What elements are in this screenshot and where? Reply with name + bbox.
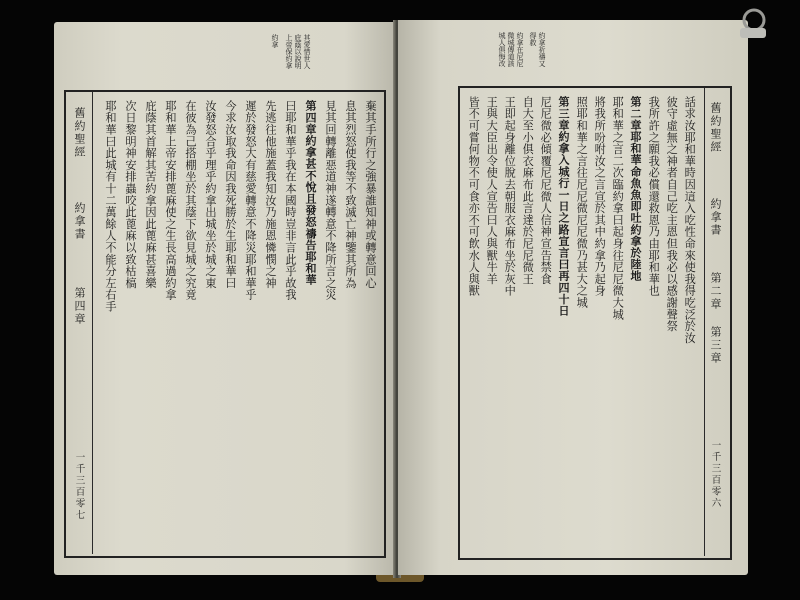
text-column: 照耶和華之言往尼尼微尼尼微乃甚大之城 bbox=[575, 96, 589, 309]
margin-note: 庇蔭以說明 bbox=[294, 34, 302, 69]
text-column: 耶和華曰此城有十二萬餘人不能分左右手 bbox=[104, 100, 117, 313]
margin-note: 約拿祈禱又 bbox=[538, 32, 546, 67]
book-name: 約拿書 bbox=[73, 202, 86, 241]
right-page bbox=[398, 20, 748, 575]
chapter-label: 第二章 第三章 bbox=[709, 272, 722, 365]
page-title: 舊約聖經 bbox=[709, 102, 722, 154]
text-column: 棄其手所行之強暴誰知神或轉意回心 bbox=[364, 100, 377, 289]
text-column: 彼守虛無之神者自己吃主恩但我必以感謝聲祭 bbox=[665, 96, 679, 332]
text-column: 遲於發怒大有慈愛轉意不降災耶和華乎 bbox=[244, 100, 257, 301]
text-column: 見其回轉離惡道神遂轉意不降所言之災 bbox=[324, 100, 337, 301]
left-page bbox=[54, 22, 396, 575]
text-column: 庇蔭其首解其苦約拿因此蓖麻甚喜樂 bbox=[144, 100, 157, 289]
text-column: 自大至小俱衣麻布此言達於尼尼微王 bbox=[521, 96, 535, 285]
text-column: 次日黎明神安排蟲咬此蓖麻以致枯槁 bbox=[124, 100, 137, 289]
text-column: 在彼為己搭棚坐於其蔭下欲見城之究竟 bbox=[184, 100, 197, 301]
margin-note: 微城傳道該 bbox=[507, 32, 515, 67]
margin-note: 其愛惜世人 bbox=[303, 34, 311, 69]
text-column: 我所許之願我必償還救恩乃由耶和華也 bbox=[647, 96, 661, 297]
margin-note: 約拿 bbox=[271, 34, 279, 48]
header-divider bbox=[704, 88, 705, 556]
margin-note: 城人俱悔改 bbox=[498, 32, 506, 67]
text-column: 尼尼微必傾覆尼尼微人信神宣告禁食 bbox=[539, 96, 553, 285]
text-column: 第四章約拿甚不悅且發怒禱告耶和華 bbox=[304, 100, 317, 286]
book-name: 約拿書 bbox=[709, 198, 722, 237]
text-column: 息其烈怒使我等不致滅亡神鑒其所為 bbox=[344, 100, 357, 289]
text-column: 先逃往他施蓋我知汝乃施恩憐憫之神 bbox=[264, 100, 277, 289]
text-column: 話求汝耶和華時因這入吃性命來使我得吃泛於汝 bbox=[683, 96, 697, 344]
text-column: 王即起身離位脫去朝服衣麻布坐於灰中 bbox=[503, 96, 517, 297]
text-column: 今求汝取我命因我死勝於生耶和華曰 bbox=[224, 100, 237, 289]
margin-note: 得救 bbox=[529, 32, 537, 46]
text-column: 皆不可嘗何物不可食亦不可飲水人與獸 bbox=[467, 96, 481, 297]
page-title: 舊約聖經 bbox=[73, 107, 86, 159]
margin-note: 上帝保約拿 bbox=[285, 34, 293, 69]
binder-clip-icon bbox=[732, 4, 772, 44]
page-number: 一千三百零七 bbox=[73, 452, 85, 521]
text-column: 第二章耶和華命魚魚即吐約拿於陸地 bbox=[629, 96, 642, 282]
text-column: 將我所吩咐汝之言宣於其中約拿乃起身 bbox=[593, 96, 607, 297]
text-column: 耶和華之言二次臨約拿曰起身往尼尼微大城 bbox=[611, 96, 625, 321]
chapter-label: 第四章 bbox=[73, 287, 86, 326]
text-column: 曰耶和華乎我在本國時豈非言此乎故我 bbox=[284, 100, 297, 301]
text-column: 第三章約拿入城行一日之路宣言曰再四十日 bbox=[557, 96, 570, 317]
text-column: 汝發怒合乎理乎約拿出城坐於城之東 bbox=[204, 100, 217, 289]
text-column: 耶和華上帝安排蓖麻使之生長高過約拿 bbox=[164, 100, 177, 301]
header-divider bbox=[92, 92, 93, 554]
page-number: 一千三百零六 bbox=[709, 440, 721, 509]
margin-note: 約拿在尼尼 bbox=[516, 32, 524, 67]
text-column: 王與大臣出令使人宣告曰人與獸牛羊 bbox=[485, 96, 499, 285]
